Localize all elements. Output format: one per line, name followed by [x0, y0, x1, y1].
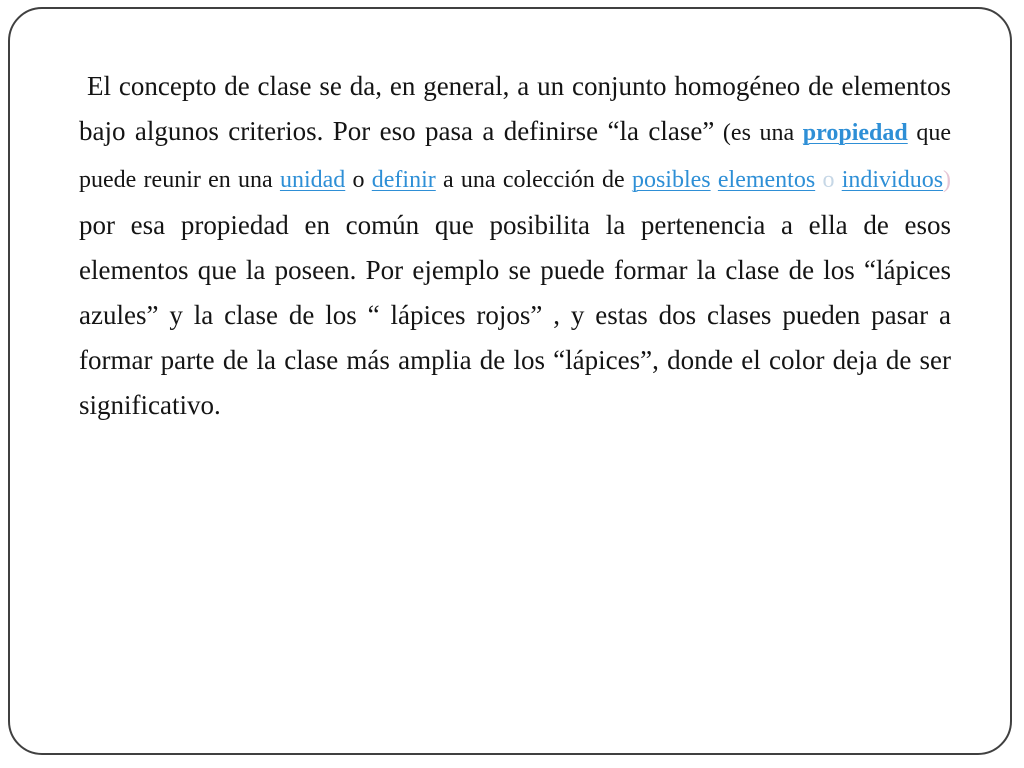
text-segment-2: (es una	[714, 120, 803, 146]
text-segment-5: a una colección de	[435, 167, 632, 193]
link-elementos[interactable]: elementos	[717, 167, 816, 193]
text-segment-7: o	[815, 167, 842, 193]
link-unidad[interactable]: unidad	[279, 167, 346, 193]
link-individuos[interactable]: individuos	[841, 167, 944, 193]
text-segment-8: )	[943, 167, 952, 193]
body-paragraph	[79, 64, 951, 428]
text-segment-3: que puede reunir en una	[79, 120, 952, 193]
text-segment-9: por esa propiedad en común que posibilita la pertenencia a ella de esos elementos que la poseen. Por ejemplo se puede formar la clase de los “lápices azules” y la clase de los “ lápices rojos” , y estas dos clases pueden pasar a formar parte de la clase más amplia de los “lápices”, donde el color deja de ser significativo.	[79, 210, 951, 420]
link-definir[interactable]: definir	[371, 167, 436, 193]
text-segment-6	[711, 167, 718, 193]
link-propiedad[interactable]: propiedad	[802, 120, 908, 146]
text-segment-4: o	[345, 167, 372, 193]
text-segment-1: El concepto de clase se da, en general, a un conjunto homogéneo de elementos bajo algunos criterios. Por eso pasa a definirse “la clase”	[79, 71, 951, 146]
link-posibles[interactable]: posibles	[631, 167, 711, 193]
